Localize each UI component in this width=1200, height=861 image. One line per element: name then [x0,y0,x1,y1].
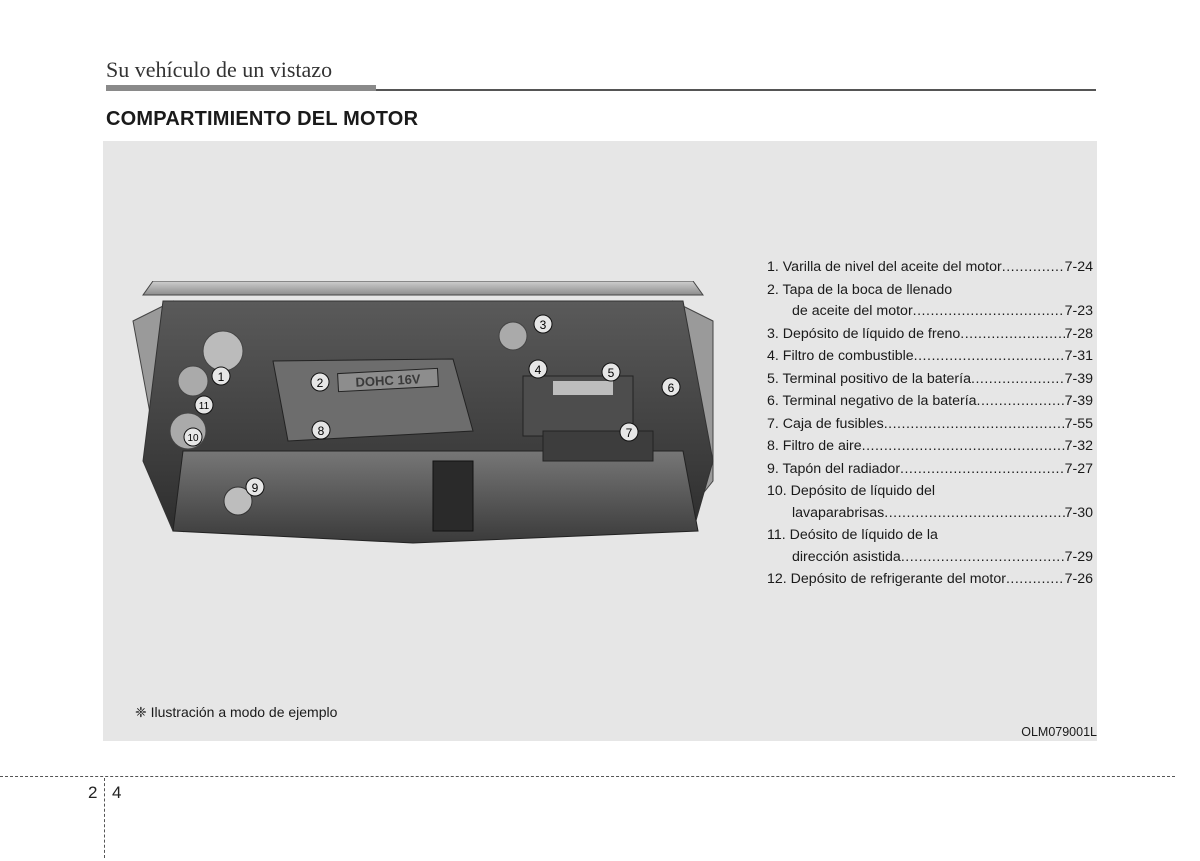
callout-10 [184,428,202,446]
svg-text:4: 4 [534,363,542,377]
image-code: OLM079001L [1021,725,1097,739]
callout-2 [311,373,329,391]
legend-item-9: 9. Tapón del radiador ..... 7-27 [767,459,1093,481]
legend-item-12: 12. Depósito de refrigerante del motor ..... 7-26 [767,569,1093,591]
engine-illustration [113,281,753,561]
svg-text:7: 7 [625,426,633,440]
callout-3 [534,315,552,333]
header-rule-line [376,89,1096,91]
callout-4 [529,360,547,378]
legend-item-2: 2. Tapa de la boca de llenado de aceite del motor ..... 7-23 [767,280,1093,323]
chapter-title: Su vehículo de un vistazo [106,57,333,82]
svg-text:8: 8 [317,424,325,438]
svg-text:3: 3 [539,318,547,332]
reservoir-brake [499,322,527,350]
legend-item-3: 3. Depósito de líquido de freno ..... 7-28 [767,324,1093,346]
svg-text:10: 10 [187,433,199,444]
legend-item-5: 5. Terminal positivo de la batería ..... 7-39 [767,369,1093,391]
svg-text:9: 9 [251,481,259,495]
battery-label [553,381,613,395]
legend-item-1: 1. Varilla de nivel del aceite del motor ..... 7-24 [767,257,1093,279]
callout-5 [602,363,620,381]
section-title: COMPARTIMIENTO DEL MOTOR [106,108,419,130]
legend-item-6: 6. Terminal negativo de la batería ..... 7-39 [767,391,1093,413]
engine-badge: DOHC 16V [355,371,421,390]
hood-edge [143,281,703,295]
callout-1 [212,367,230,385]
footer-divider-vertical [104,778,105,858]
callout-8 [312,421,330,439]
svg-text:11: 11 [198,401,210,412]
legend-item-8: 8. Filtro de aire ..... 7-32 [767,436,1093,458]
figure-panel [103,141,1097,741]
illustration-note: ❈ Ilustración a modo de ejemplo [135,704,338,720]
svg-text:5: 5 [607,366,615,380]
legend-item-4: 4. Filtro de combustible ..... 7-31 [767,346,1093,368]
footer-divider [0,776,1175,777]
callout-6 [662,378,680,396]
legend-item-10: 10. Depósito de líquido del lavaparabrisas ..... 7-30 [767,481,1093,524]
page-section-number: 2 [88,783,98,802]
header-rule [106,85,376,91]
legend-item-11: 11. Deósito de líquido de la dirección asistida ..... 7-29 [767,525,1093,568]
component-legend [767,257,1093,592]
latch-housing [433,461,473,531]
washer-tank [178,366,208,396]
callout-7 [620,423,638,441]
svg-text:2: 2 [316,376,324,390]
legend-item-7: 7. Caja de fusibles ..... 7-55 [767,414,1093,436]
callout-9 [246,478,264,496]
reservoir-left [203,331,243,371]
svg-text:1: 1 [217,370,225,384]
svg-text:6: 6 [667,381,675,395]
page-number: 4 [112,783,122,802]
callout-11 [195,396,213,414]
